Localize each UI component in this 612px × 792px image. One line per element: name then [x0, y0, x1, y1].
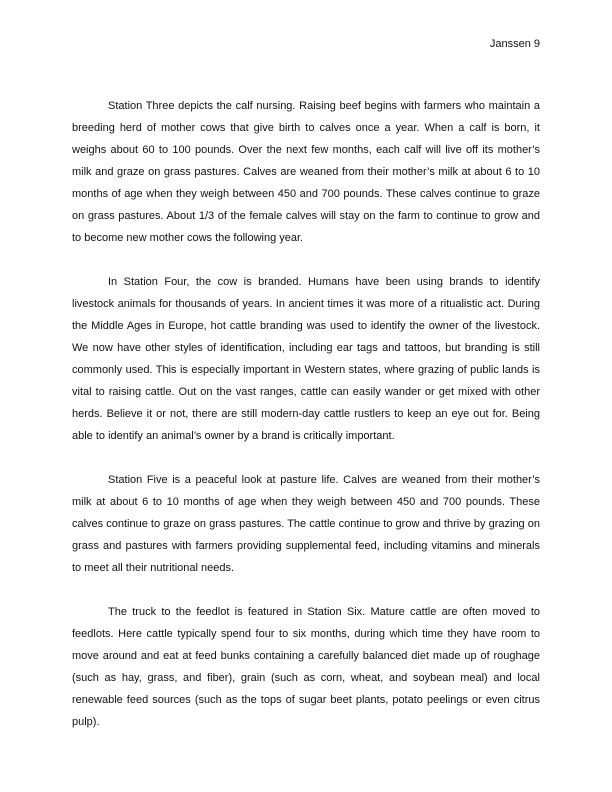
- body-text: [72, 95, 540, 733]
- paragraph-station-five: Station Five is a peaceful look at pasture life. Calves are weaned from their mother’s milk at about 6 to 10 months of age when they weigh between 450 and 700 pounds. These calves continue to graze on grass pastures. The cattle continue to grow and thrive by grazing on grass and pastures with farmers providing supplemental feed, including vitamins and minerals to meet all their nutritional needs.: [72, 474, 540, 574]
- paragraph-station-six: The truck to the feedlot is featured in Station Six. Mature cattle are often moved to feedlots. Here cattle typically spend four to six months, during which time they have room to move around and eat at feed bunks containing a carefully balanced diet made up of roughage (such as hay, grass, and fiber), grain (such as corn, wheat, and soybean meal) and local renewable feed sources (such as the tops of sugar beet plants, potato peelings or even citrus pulp).: [72, 606, 540, 728]
- running-head: Janssen 9: [489, 38, 540, 50]
- paragraph-station-three: Station Three depicts the calf nursing. Raising beef begins with farmers who maintain a breeding herd of mother cows that give birth to calves once a year. When a calf is born, it weighs about 60 to 100 pounds. Over the next few months, each calf will live off its mother’s milk and graze on grass pastures. Calves are weaned from their mother’s milk at about 6 to 10 months of age when they weigh between 450 and 700 pounds. These calves continue to graze on grass pastures. About 1/3 of the female calves will stay on the farm to continue to grow and to become new mother cows the following year.: [72, 100, 540, 244]
- paragraph-station-four: In Station Four, the cow is branded. Humans have been using brands to identify livestock animals for thousands of years. In ancient times it was more of a ritualistic act. During the Middle Ages in Europe, hot cattle branding was used to identify the owner of the livestock. We now have other styles of identification, including ear tags and tattoos, but branding is still commonly used. This is especially important in Western states, where grazing of public lands is vital to raising cattle. Out on the vast ranges, cattle can easily wander or get mixed with other herds. Believe it or not, there are still modern-day cattle rustlers to keep an eye out for. Being able to identify an animal’s owner by a brand is critically important.: [72, 276, 540, 442]
